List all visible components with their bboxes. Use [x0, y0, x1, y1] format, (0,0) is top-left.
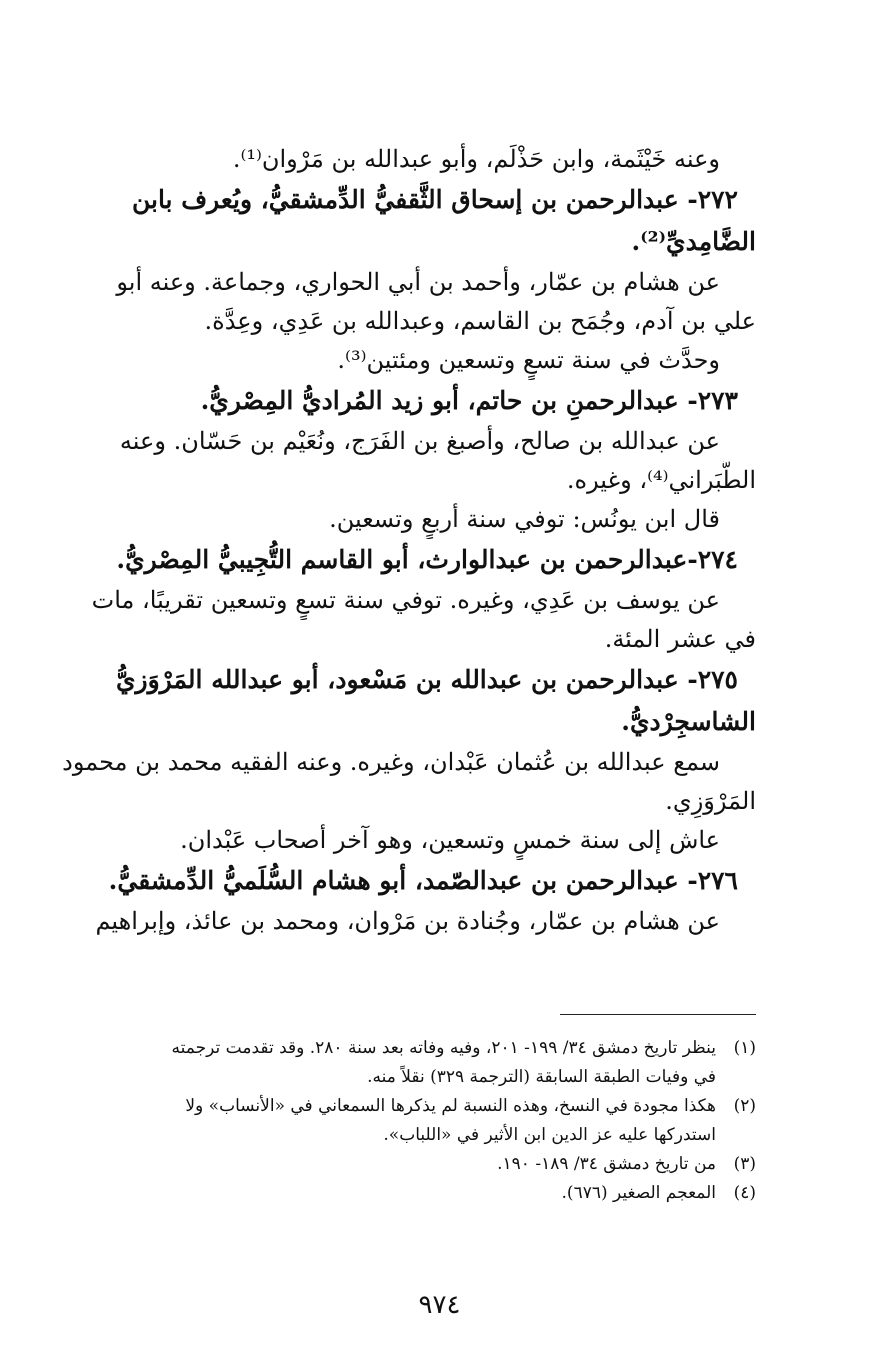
footnote-number: (٣) [733, 1154, 756, 1174]
footnote-line: المعجم الصغير (٦٧٦). [561, 1183, 716, 1203]
footnote [28, 1150, 756, 1179]
text-line: وحدَّث في سنة تسعٍ وتسعين ومئتين⁽³⁾. [337, 346, 720, 374]
footnote-line: في وفيات الطبقة السابقة (الترجمة ٣٢٩) نقلاً منه. [367, 1067, 716, 1087]
entry-heading-line: ٢٧٦- عبدالرحمن بن عبدالصّمد، أبو هشام السُّلَميُّ الدِّمشقيُّ. [108, 866, 738, 895]
text-line: الطَّبَراني⁽⁴⁾، وغيره. [566, 466, 756, 494]
text-line: علي بن آدم، وجُمَح بن القاسم، وعبدالله بن عَدِي، وعِدَّة. [204, 307, 756, 335]
footnote-number: (١) [733, 1038, 756, 1058]
footnote-body [28, 1034, 716, 1092]
main-text [38, 140, 756, 941]
text-line: قال ابن يونُس: توفي سنة أربعٍ وتسعين. [329, 505, 720, 533]
text-line: عن عبدالله بن صالح، وأصبغ بن الفَرَج، ونُعَيْم بن حَسّان. وعنه [119, 427, 720, 455]
footnote-number: (٤) [733, 1183, 756, 1203]
entry-heading-line: ٢٧٤-عبدالرحمن بن عبدالوارث، أبو القاسم التُّجِيبيُّ المِصْريُّ. [116, 545, 738, 574]
text-line: وعنه خَيْثَمة، وابن حَذْلَم، وأبو عبدالله بن مَرْوان⁽¹⁾. [232, 145, 720, 173]
text-line: في عشر المئة. [604, 625, 756, 653]
footnote-body [28, 1092, 716, 1150]
entry-heading-line: الشاسجِرْديُّ. [621, 707, 756, 736]
footnote-line: هكذا مجودة في النسخ، وهذه النسبة لم يذكرها السمعاني في «الأنساب» ولا [185, 1096, 716, 1116]
text-line: عن هشام بن عمّار، وجُنادة بن مَرْوان، ومحمد بن عائذ، وإبراهيم [95, 907, 720, 935]
footnote [28, 1092, 756, 1150]
footnote-number: (٢) [733, 1096, 756, 1116]
footnote-line: من تاريخ دمشق ٣٤/ ١٨٩- ١٩٠. [497, 1154, 716, 1174]
entry-heading-line: ٢٧٣- عبدالرحمنِ بن حاتم، أبو زيد المُراديُّ المِصْريُّ. [200, 386, 738, 415]
footnote-body [28, 1150, 716, 1179]
footnote-body [28, 1179, 716, 1208]
footnote [28, 1179, 756, 1208]
footnote-line: ينظر تاريخ دمشق ٣٤/ ١٩٩- ٢٠١، وفيه وفاته بعد سنة ٢٨٠. وقد تقدمت ترجمته [171, 1038, 716, 1058]
text-line: سمع عبدالله بن عُثمان عَبْدان، وغيره. وعنه الفقيه محمد بن محمود [62, 748, 720, 776]
footnote [28, 1034, 756, 1092]
page-number: ٩٧٤ [418, 1290, 461, 1320]
text-line: المَرْوَزِي. [665, 787, 756, 815]
entry-heading-line: ٢٧٢- عبدالرحمن بن إسحاق الثَّقفيُّ الدِّمشقيُّ، ويُعرف بابن [131, 185, 738, 214]
footnote-line: استدركها عليه عز الدين ابن الأثير في «اللباب». [383, 1125, 716, 1145]
entry-heading-line: الضَّامِديِّ⁽²⁾. [631, 227, 756, 256]
entry-heading-line: ٢٧٥- عبدالرحمن بن عبدالله بن مَسْعود، أبو عبدالله المَرْوَزيُّ [115, 665, 738, 694]
footnotes [28, 1034, 756, 1208]
footnote-separator [560, 1014, 756, 1015]
text-line: عن هشام بن عمّار، وأحمد بن أبي الحواري، وجماعة. وعنه أبو [116, 268, 720, 296]
text-line: عاش إلى سنة خمسٍ وتسعين، وهو آخر أصحاب عَبْدان. [180, 826, 720, 854]
text-line: عن يوسف بن عَدِي، وغيره. توفي سنة تسعٍ وتسعين تقريبًا، مات [91, 586, 720, 614]
